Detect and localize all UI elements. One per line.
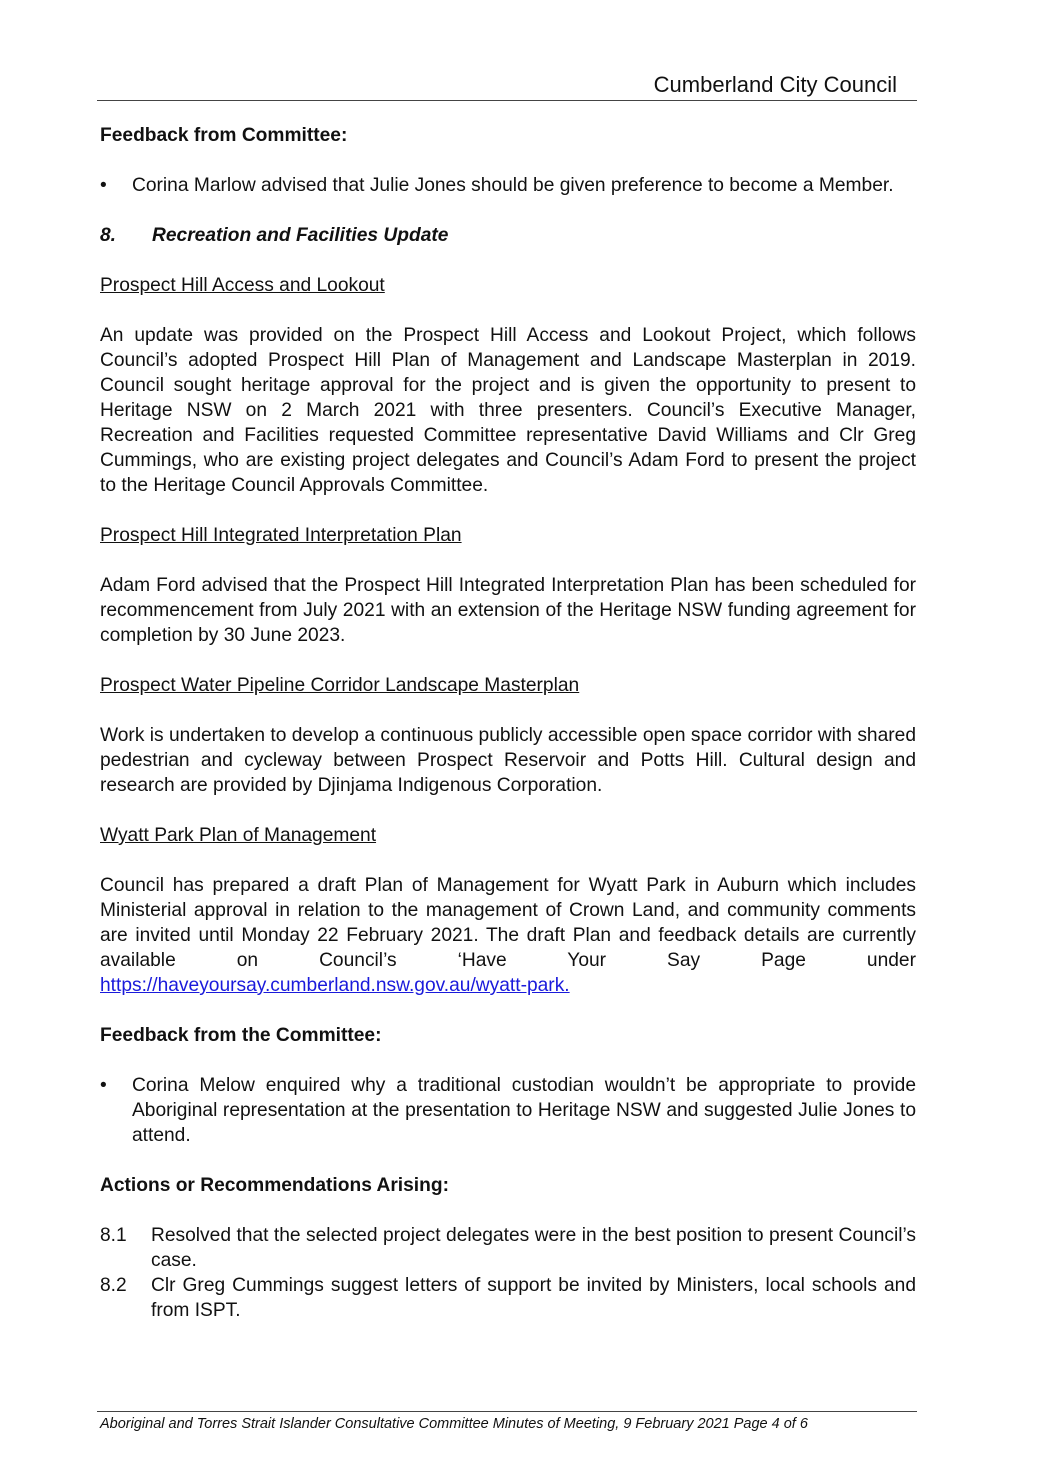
document-body	[100, 123, 916, 1323]
page-header	[97, 70, 917, 101]
subheading-prospect-hill-access: Prospect Hill Access and Lookout	[100, 275, 385, 296]
subheading-pipeline-corridor: Prospect Water Pipeline Corridor Landscape Masterplan	[100, 675, 580, 696]
feedback-committee-heading: Feedback from the Committee:	[100, 1025, 382, 1046]
actions-heading: Actions or Recommendations Arising:	[100, 1175, 449, 1196]
section-title: Recreation and Facilities Update	[152, 225, 449, 246]
bullet-icon: •	[100, 175, 107, 196]
page-footer	[97, 1411, 917, 1432]
feedback-bullet	[100, 173, 916, 198]
action-text: Resolved that the selected project delegates were in the best position to present Council’s case.	[151, 1225, 916, 1271]
action-text: Clr Greg Cummings suggest letters of support be invited by Ministers, local schools and from ISPT.	[151, 1275, 916, 1321]
feedback-committee-bullet	[100, 1073, 916, 1148]
paragraph-interpretation-plan: Adam Ford advised that the Prospect Hill Integrated Interpretation Plan has been scheduled for recommencement from July 2021 with an extension of the Heritage NSW funding agreement for completion by 30 June 2023.	[100, 575, 916, 646]
paragraph-prospect-hill-access: An update was provided on the Prospect Hill Access and Lookout Project, which follows Council’s adopted Prospect Hill Plan of Management and Landscape Masterplan in 2019. Council sought heritage approval for the project and is given the opportunity to present to Heritage NSW on 2 March 2021 with three presenters. Council’s Executive Manager, Recreation and Facilities requested Committee representative David Williams and Clr Greg Cummings, who are existing project delegates and Council’s Adam Ford to present the project to the Heritage Council Approvals Committee.	[100, 325, 916, 496]
wyatt-park-text: Council has prepared a draft Plan of Management for Wyatt Park in Auburn which includes Ministerial approval in relation to the management of Crown Land, and community comments are invited until Monday 22 February 2021. The draft Plan and feedback details are currently available on Council’s ‘Have Your Say Page under	[100, 875, 916, 971]
footer-text: Aboriginal and Torres Strait Islander Consultative Committee Minutes of Meeting, 9 February 2021 Page 4 of 6	[100, 1416, 808, 1432]
action-number: 8.2	[100, 1275, 127, 1296]
action-number: 8.1	[100, 1225, 127, 1246]
organisation-name: Cumberland City Council	[653, 72, 897, 97]
action-item	[100, 1273, 916, 1323]
subheading-wyatt-park: Wyatt Park Plan of Management	[100, 825, 377, 846]
action-item	[100, 1223, 916, 1273]
feedback-bullet-text: Corina Marlow advised that Julie Jones should be given preference to become a Member.	[132, 175, 894, 196]
feedback-committee-bullet-text: Corina Melow enquired why a traditional custodian wouldn’t be appropriate to provide Aboriginal representation at the presentation to Heritage NSW and suggested Julie Jones to attend.	[132, 1075, 916, 1146]
bullet-icon: •	[100, 1075, 107, 1096]
section-heading	[100, 223, 916, 248]
subheading-interpretation-plan: Prospect Hill Integrated Interpretation Plan	[100, 525, 462, 546]
feedback-heading: Feedback from Committee:	[100, 125, 348, 146]
paragraph-wyatt-park	[100, 873, 916, 998]
paragraph-pipeline-corridor: Work is undertaken to develop a continuous publicly accessible open space corridor with shared pedestrian and cycleway between Prospect Reservoir and Potts Hill. Cultural design and research are provided by Djinjama Indigenous Corporation.	[100, 725, 916, 796]
section-number: 8.	[100, 225, 117, 246]
have-your-say-link[interactable]: https://haveyoursay.cumberland.nsw.gov.au/wyatt-park.	[100, 975, 570, 996]
